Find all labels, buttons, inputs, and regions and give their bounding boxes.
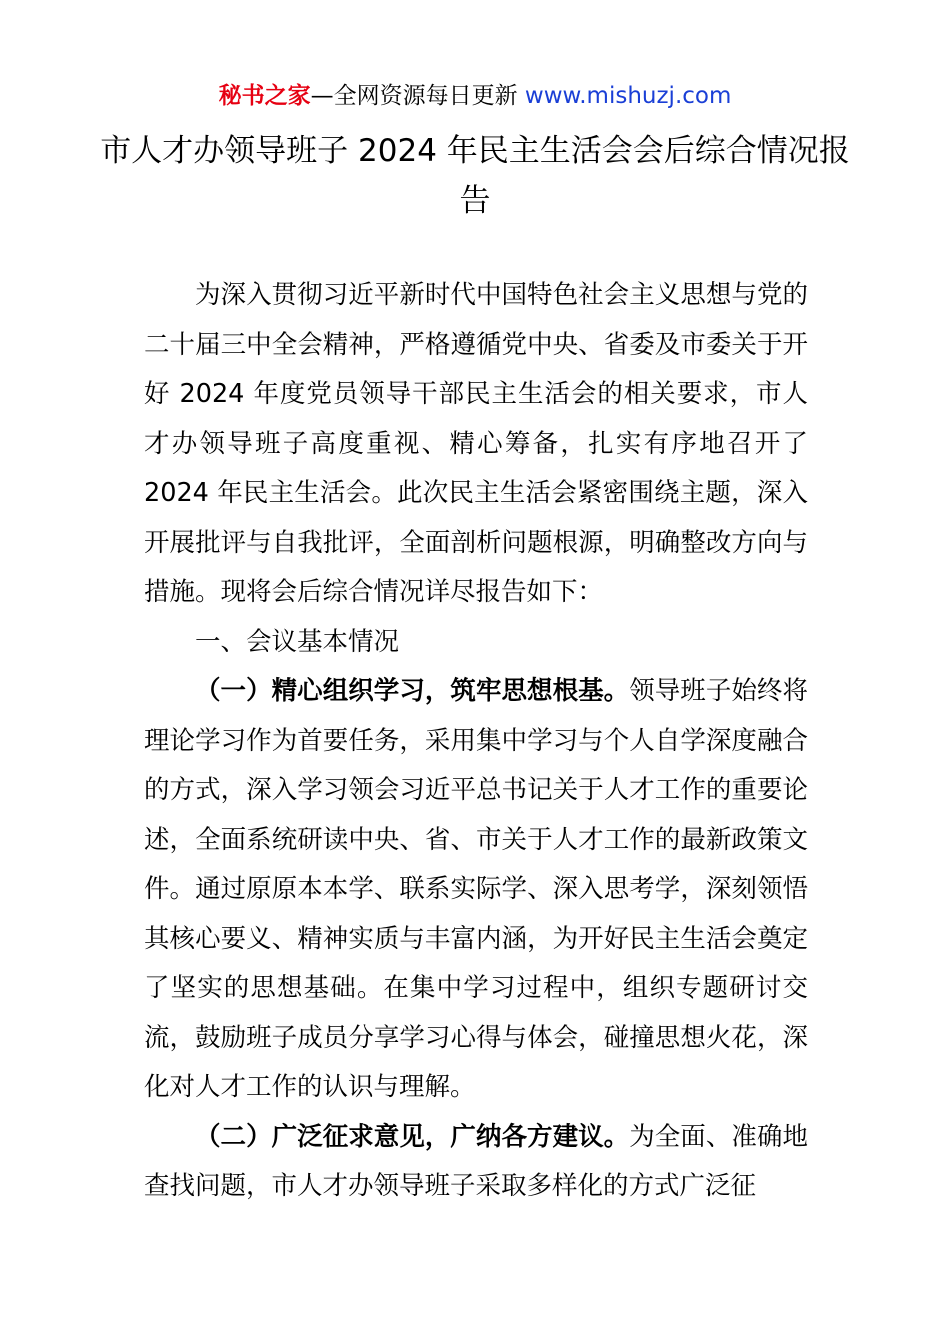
intro-paragraph: 为深入贯彻习近平新时代中国特色社会主义思想与党的二十届三中全会精神，严格遵循党中央、省委及市委关于开好 2024 年度党员领导干部民主生活会的相关要求，市人才办领导班子高度重视、精心筹备，扎实有序地召开了 2024 年民主生活会。此次民主生活会紧密围绕主题，深入开展批评与自我批评，全面剖析问题根源，明确整改方向与措施。现将会后综合情况详尽报告如下： bbox=[144, 280, 808, 607]
paragraph-2-lead: （二）广泛征求意见，广纳各方建议。 bbox=[195, 1121, 630, 1152]
document-title: 市人才办领导班子 2024 年民主生活会会后综合情况报告 bbox=[100, 133, 850, 219]
paragraph-2-body: 为全面、准确地查找问题，市人才办领导班子采取多样化的方式广泛征 bbox=[144, 1121, 808, 1201]
site-url-link[interactable]: www.mishuzj.com bbox=[524, 83, 732, 109]
paragraph-1 bbox=[144, 667, 808, 1113]
site-header bbox=[0, 80, 950, 112]
brand-name: 秘书之家 bbox=[218, 83, 311, 109]
site-tagline: —全网资源每日更新 bbox=[310, 83, 525, 109]
paragraph-1-lead: （一）精心组织学习，筑牢思想根基。 bbox=[195, 676, 630, 706]
paragraph-2 bbox=[144, 1113, 808, 1212]
section-heading-1: 一、会议基本情况 bbox=[195, 626, 400, 657]
paragraph-1-body: 领导班子始终将理论学习作为首要任务，采用集中学习与个人自学深度融合的方式，深入学习领会习近平总书记关于人才工作的重要论述，全面系统研读中央、省、市关于人才工作的最新政策文件。通过原原本本学、联系实际学、深入思考学，深刻领悟其核心要义、精神实质与丰富内涵，为开好民主生活会奠定了坚实的思想基础。在集中学习过程中，组织专题研讨交流，鼓励班子成员分享学习心得与体会，碰撞思想火花，深化对人才工作的认识与理解。 bbox=[144, 676, 808, 1102]
document-body bbox=[144, 271, 808, 1212]
